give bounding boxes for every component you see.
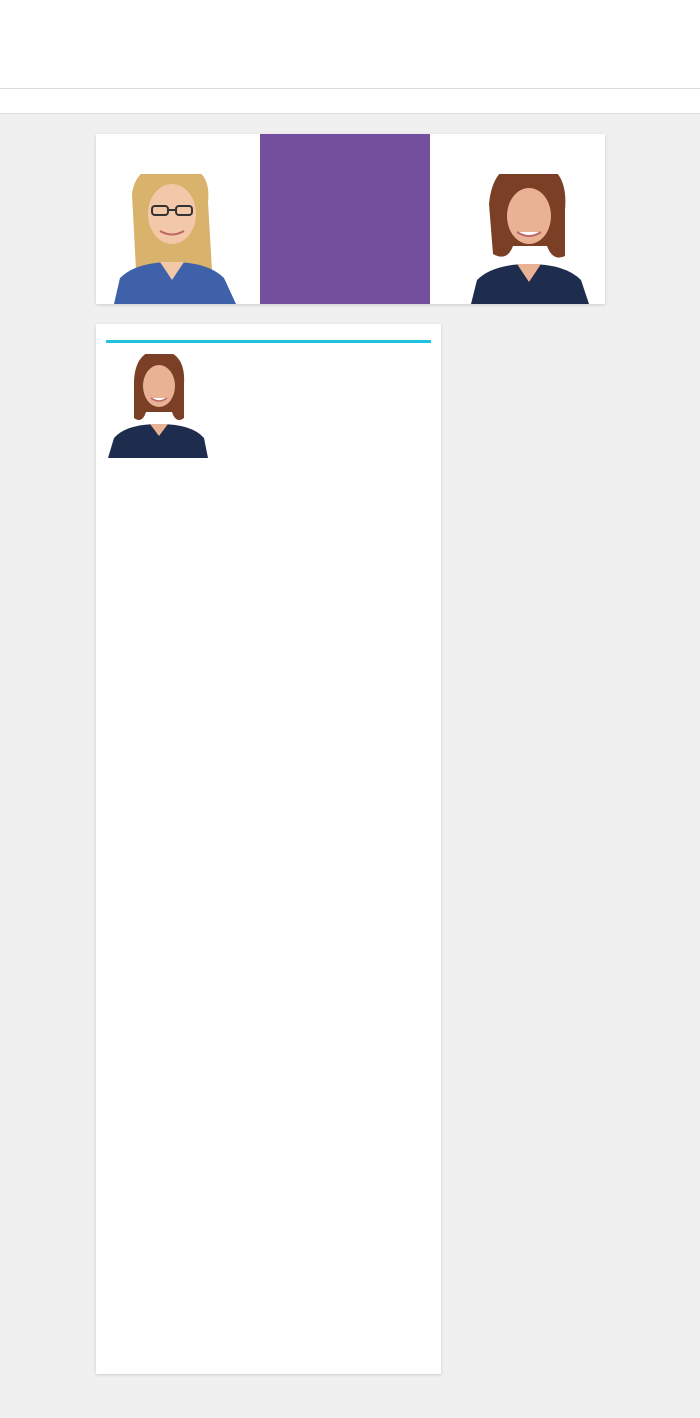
photo-blonde-woman — [96, 174, 260, 304]
quote-box — [260, 134, 430, 304]
page-title — [106, 336, 431, 343]
main-nav — [0, 89, 700, 114]
photo-brunette-woman — [441, 174, 605, 304]
hero-banner — [96, 134, 605, 304]
site-header — [0, 0, 700, 89]
main-content — [96, 324, 441, 1374]
photo-lydia — [106, 354, 210, 458]
